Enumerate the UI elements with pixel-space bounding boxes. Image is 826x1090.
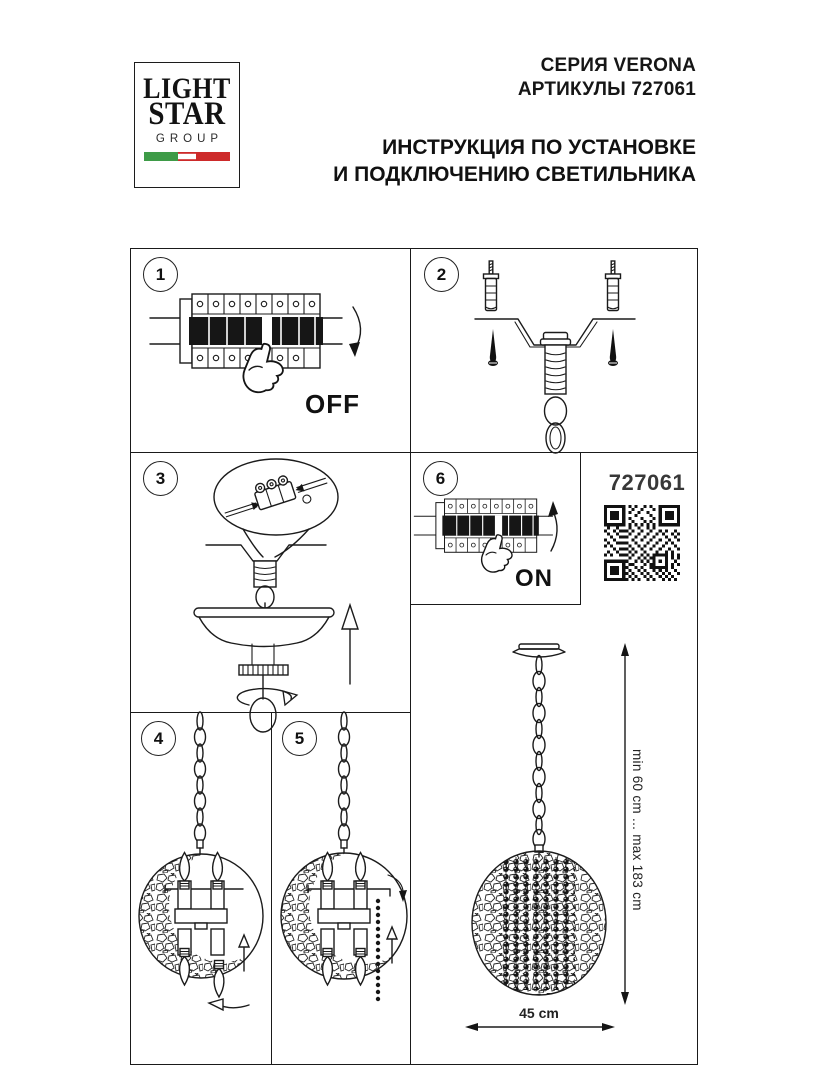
ceiling-cap	[519, 644, 559, 649]
off-label: OFF	[305, 389, 360, 419]
candle-bulb-icon	[356, 853, 366, 890]
qr-code	[604, 505, 680, 581]
step3-number: 3	[143, 461, 178, 496]
terminal-block-diagram	[220, 464, 331, 529]
logo-light: LIGHT	[143, 72, 231, 105]
step4-number: 4	[141, 721, 176, 756]
panel-step5	[272, 713, 411, 1064]
instruction-title-line1: ИНСТРУКЦИЯ ПО УСТАНОВКЕ	[382, 136, 696, 159]
loose-bulb-icon	[214, 961, 224, 998]
instruction-title-line2: И ПОДКЛЮЧЕНИЮ СВЕТИЛЬНИКА	[333, 163, 696, 186]
step3-diagram-wiring	[131, 453, 411, 713]
panel-step2	[411, 249, 697, 453]
screw-icon	[608, 329, 618, 366]
circuit-breaker-diagram	[150, 294, 342, 368]
logo-star: STAR	[148, 96, 226, 132]
articles-line: АРТИКУЛЫ 727061	[517, 79, 696, 100]
candle-bulb-icon	[323, 949, 333, 986]
hook-loop	[545, 397, 567, 425]
wall-plug-icon	[484, 261, 499, 311]
ceiling-bracket	[206, 545, 326, 561]
panel-step6	[411, 453, 581, 605]
step2-number: 2	[424, 257, 459, 292]
circuit-breaker-diagram	[414, 499, 552, 552]
wall-plug-icon	[606, 261, 621, 311]
step5-number: 5	[282, 721, 317, 756]
italian-flag-icon	[144, 152, 230, 161]
instruction-grid	[130, 248, 698, 1065]
step4-diagram-bulbs	[131, 713, 272, 1064]
logo-group: GROUP	[155, 133, 224, 145]
candle-bulb-icon	[213, 853, 223, 890]
step6-number: 6	[423, 461, 458, 496]
chain	[339, 712, 350, 842]
height-range-label: min 60 cm ... max 183 cm	[630, 749, 645, 911]
candle-bulb-icon	[180, 949, 190, 986]
lightstar-logo	[134, 62, 240, 188]
canopy-plate	[194, 608, 334, 617]
threaded-tube	[545, 345, 566, 394]
bead-columns	[503, 857, 575, 990]
candle-bulb-icon	[356, 949, 366, 986]
panel-step4	[131, 713, 272, 1064]
chain	[533, 656, 545, 849]
panel-step1	[131, 249, 411, 453]
crystal-strand	[376, 899, 380, 1001]
step5-diagram-strands	[272, 713, 411, 1064]
screw-icon	[488, 329, 498, 366]
step1-number: 1	[143, 257, 178, 292]
candle-bulb-icon	[323, 853, 333, 890]
candle-bulb-icon	[180, 853, 190, 890]
diameter-label: 45 cm	[519, 1005, 559, 1021]
height-dimension	[621, 643, 629, 1005]
on-label: ON	[515, 565, 553, 592]
chain	[195, 712, 206, 842]
document-header	[333, 54, 696, 188]
diameter-dimension	[465, 1023, 615, 1031]
series-title: СЕРИЯ VERONA	[540, 55, 696, 76]
step2-diagram-bracket	[411, 249, 697, 453]
instruction-title	[333, 134, 696, 188]
article-code: 727061	[608, 470, 686, 495]
panel-step3	[131, 453, 411, 713]
panel-right-column	[411, 453, 697, 1064]
arrow-up-icon	[551, 511, 557, 551]
